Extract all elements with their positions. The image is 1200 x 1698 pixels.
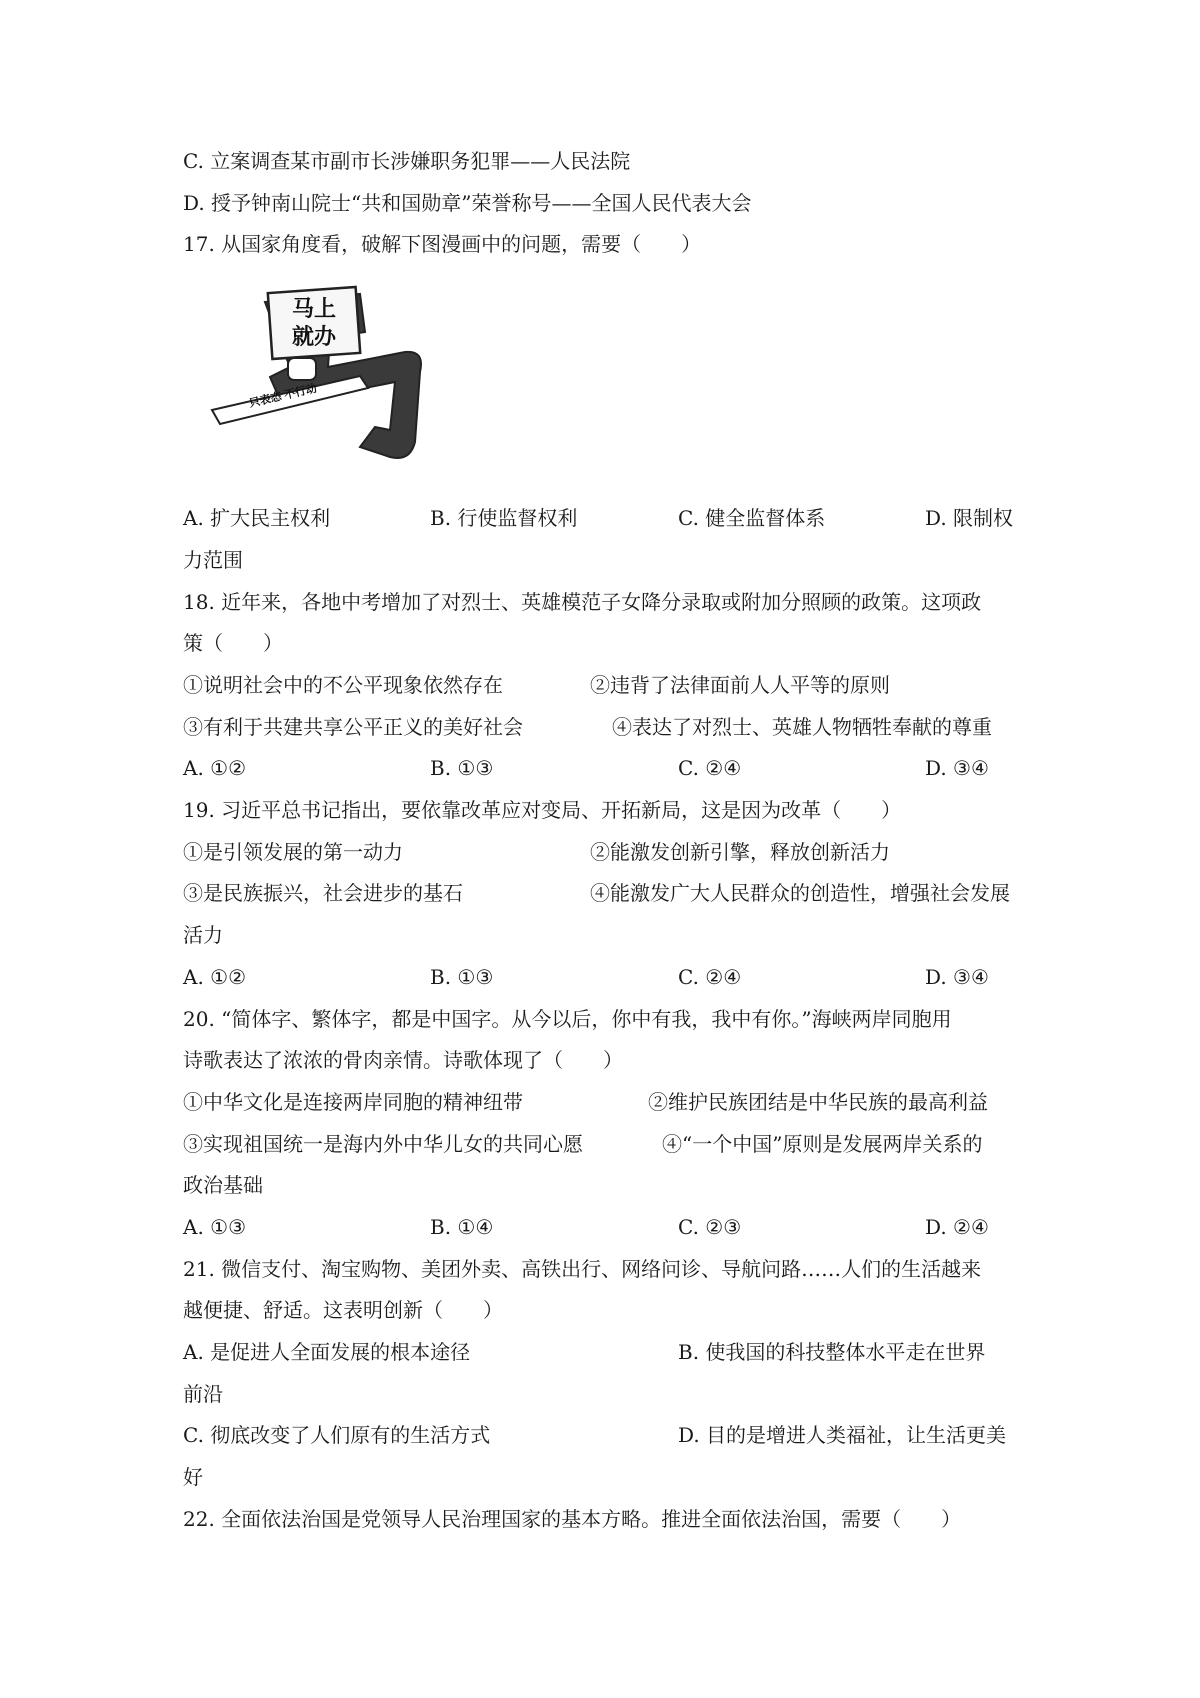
cartoon-sign-line2: 就办 [292, 324, 337, 349]
question-19-stem: 19. 习近平总书记指出，要依靠改革应对变局、开拓新局，这是因为改革（ ） [183, 798, 902, 822]
question-20-stem-l1: 20. “简体字、繁体字，都是中国字。从今以后，你中有我，我中有你。”海峡两岸同胞用 [183, 1007, 952, 1031]
q18-item-2: ②违背了法律面前人人平等的原则 [590, 673, 890, 697]
q21-option-a: A. 是促进人全面发展的根本途径 [183, 1340, 471, 1364]
question-20-stem-l2: 诗歌表达了浓浓的骨肉亲情。诗歌体现了（ ） [183, 1048, 623, 1072]
q19-item-4: ④能激发广大人民群众的创造性，增强社会发展 [590, 881, 1010, 905]
cartoon-banner-text: 只表态 不行动 [247, 382, 318, 410]
q17-option-b: B. 行使监督权利 [430, 506, 578, 530]
q21-option-c: C. 彻底改变了人们原有的生活方式 [183, 1423, 491, 1447]
cartoon-sign-line1: 马上 [292, 296, 337, 321]
q20-item-4: ④“一个中国”原则是发展两岸关系的 [662, 1132, 983, 1156]
q18-option-a: A. ①② [183, 756, 247, 780]
cartoon-hand [288, 358, 316, 380]
q18-item-1: ①说明社会中的不公平现象依然存在 [183, 673, 503, 697]
q20-option-d: D. ②④ [925, 1215, 989, 1239]
q17-option-d-cont: 力范围 [183, 548, 243, 572]
q20-option-b: B. ①④ [430, 1215, 494, 1239]
q18-item-4: ④表达了对烈士、英雄人物牺牲奉献的尊重 [612, 715, 992, 739]
q19-item-3: ③是民族振兴，社会进步的基石 [183, 881, 463, 905]
q21-option-d-cont: 好 [183, 1465, 203, 1489]
q21-option-b-cont: 前沿 [183, 1382, 223, 1406]
q20-item-4-cont: 政治基础 [183, 1173, 263, 1197]
question-22-stem: 22. 全面依法治国是党领导人民治理国家的基本方略。推进全面依法治国，需要（ ） [183, 1507, 962, 1531]
q19-item-1: ①是引领发展的第一动力 [183, 840, 403, 864]
q21-option-b: B. 使我国的科技整体水平走在世界 [678, 1340, 986, 1364]
q20-item-1: ①中华文化是连接两岸同胞的精神纽带 [183, 1090, 523, 1114]
question-17-stem: 17. 从国家角度看，破解下图漫画中的问题，需要（ ） [183, 232, 702, 256]
q19-option-b: B. ①③ [430, 965, 494, 989]
q20-item-3: ③实现祖国统一是海内外中华儿女的共同心愿 [183, 1132, 583, 1156]
cartoon-image [210, 272, 460, 472]
q20-item-2: ②维护民族团结是中华民族的最高利益 [648, 1090, 988, 1114]
q17-option-c: C. 健全监督体系 [678, 506, 826, 530]
q18-option-d: D. ③④ [925, 756, 989, 780]
q20-option-a: A. ①③ [183, 1215, 247, 1239]
q19-option-a: A. ①② [183, 965, 247, 989]
q19-item-2: ②能激发创新引擎，释放创新活力 [590, 840, 890, 864]
q20-option-c: C. ②③ [678, 1215, 742, 1239]
q19-option-c: C. ②④ [678, 965, 742, 989]
question-21-stem-l2: 越便捷、舒适。这表明创新（ ） [183, 1298, 503, 1322]
q17-option-d: D. 限制权 [925, 506, 1014, 530]
q19-item-4-cont: 活力 [183, 923, 223, 947]
question-18-stem-l2: 策（ ） [183, 631, 283, 655]
q18-option-c: C. ②④ [678, 756, 742, 780]
option-d-prev: D. 授予钟南山院士“共和国勋章”荣誉称号——全国人民代表大会 [183, 191, 752, 215]
q17-option-a: A. 扩大民主权利 [183, 506, 331, 530]
q18-item-3: ③有利于共建共享公平正义的美好社会 [183, 715, 523, 739]
question-18-stem-l1: 18. 近年来，各地中考增加了对烈士、英雄模范子女降分录取或附加分照顾的政策。这项政 [183, 590, 982, 614]
q21-option-d: D. 目的是增进人类福祉，让生活更美 [678, 1423, 1007, 1447]
question-21-stem-l1: 21. 微信支付、淘宝购物、美团外卖、高铁出行、网络问诊、导航问路……人们的生活越来 [183, 1257, 982, 1281]
option-c-prev: C. 立案调查某市副市长涉嫌职务犯罪——人民法院 [183, 149, 631, 173]
q18-option-b: B. ①③ [430, 756, 494, 780]
q19-option-d: D. ③④ [925, 965, 989, 989]
